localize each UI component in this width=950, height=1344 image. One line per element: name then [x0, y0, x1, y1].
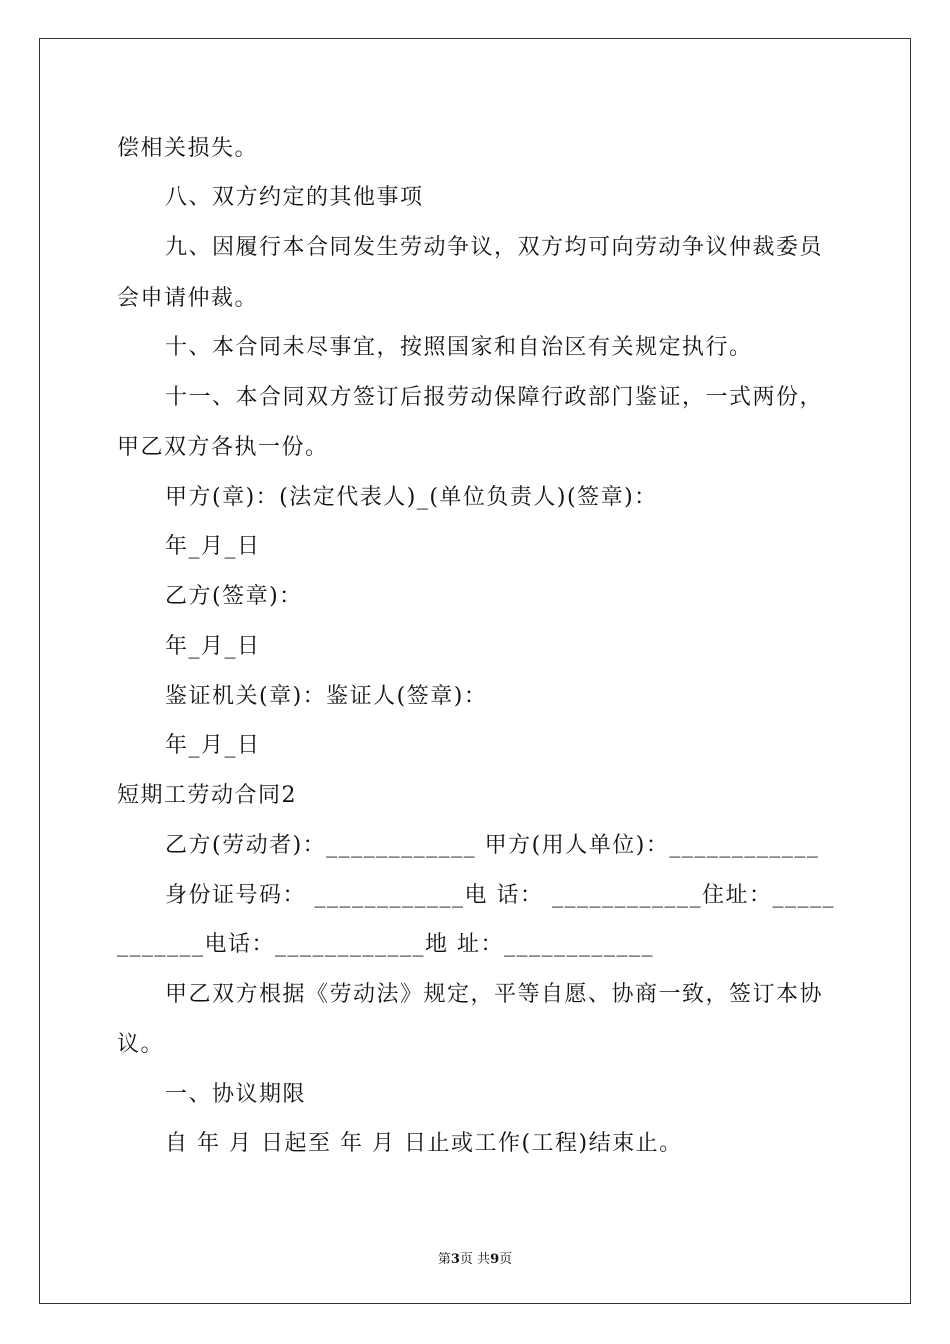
text-line: 偿相关损失。 — [117, 136, 259, 161]
text-line: 十、本合同未尽事宜，按照国家和自治区有关规定执行。 — [165, 335, 753, 360]
text-line: 自 年 月 日起至 年 月 日止或工作(工程)结束止。 — [165, 1131, 683, 1156]
text-line: 一、协议期限 — [165, 1082, 307, 1107]
text-line: 身份证号码： ____________电 话： ____________住址：_____ — [165, 883, 835, 908]
text-line: 议。 — [117, 1032, 165, 1057]
text-line: 十一、本合同双方签订后报劳动保障行政部门鉴证，一式两份， — [165, 385, 824, 410]
footer-page-current: 3 — [450, 1252, 460, 1267]
text-line: 甲乙双方各执一份。 — [117, 435, 329, 460]
footer-mid: 页 共 — [459, 1252, 491, 1267]
footer-suffix: 页 — [499, 1252, 513, 1267]
text-line: _______电话：____________地 址：____________ — [117, 932, 654, 957]
footer-prefix: 第 — [437, 1252, 451, 1267]
text-line: 八、双方约定的其他事项 — [165, 185, 424, 210]
footer-page-total: 9 — [490, 1252, 500, 1267]
text-line: 会申请仲裁。 — [117, 286, 259, 311]
text-line: 乙方(劳动者)：____________ 甲方(用人单位)：____________ — [165, 833, 820, 858]
text-line: 甲方(章)：(法定代表人)_(单位负责人)(签章)： — [165, 485, 658, 510]
text-line: 年_月_日 — [165, 733, 261, 758]
text-line: 九、因履行本合同发生劳动争议，双方均可向劳动争议仲裁委员 — [165, 235, 824, 260]
section-title: 短期工劳动合同2 — [117, 783, 297, 808]
text-line: 乙方(签章)： — [165, 584, 303, 609]
text-line: 鉴证机关(章)：鉴证人(签章)： — [165, 684, 488, 709]
text-line: 甲乙双方根据《劳动法》规定，平等自愿、协商一致，签订本协 — [165, 982, 824, 1007]
text-line: 年_月_日 — [165, 534, 261, 559]
page-frame — [39, 38, 911, 1304]
text-line: 年_月_日 — [165, 634, 261, 659]
page-footer — [0, 1248, 950, 1267]
